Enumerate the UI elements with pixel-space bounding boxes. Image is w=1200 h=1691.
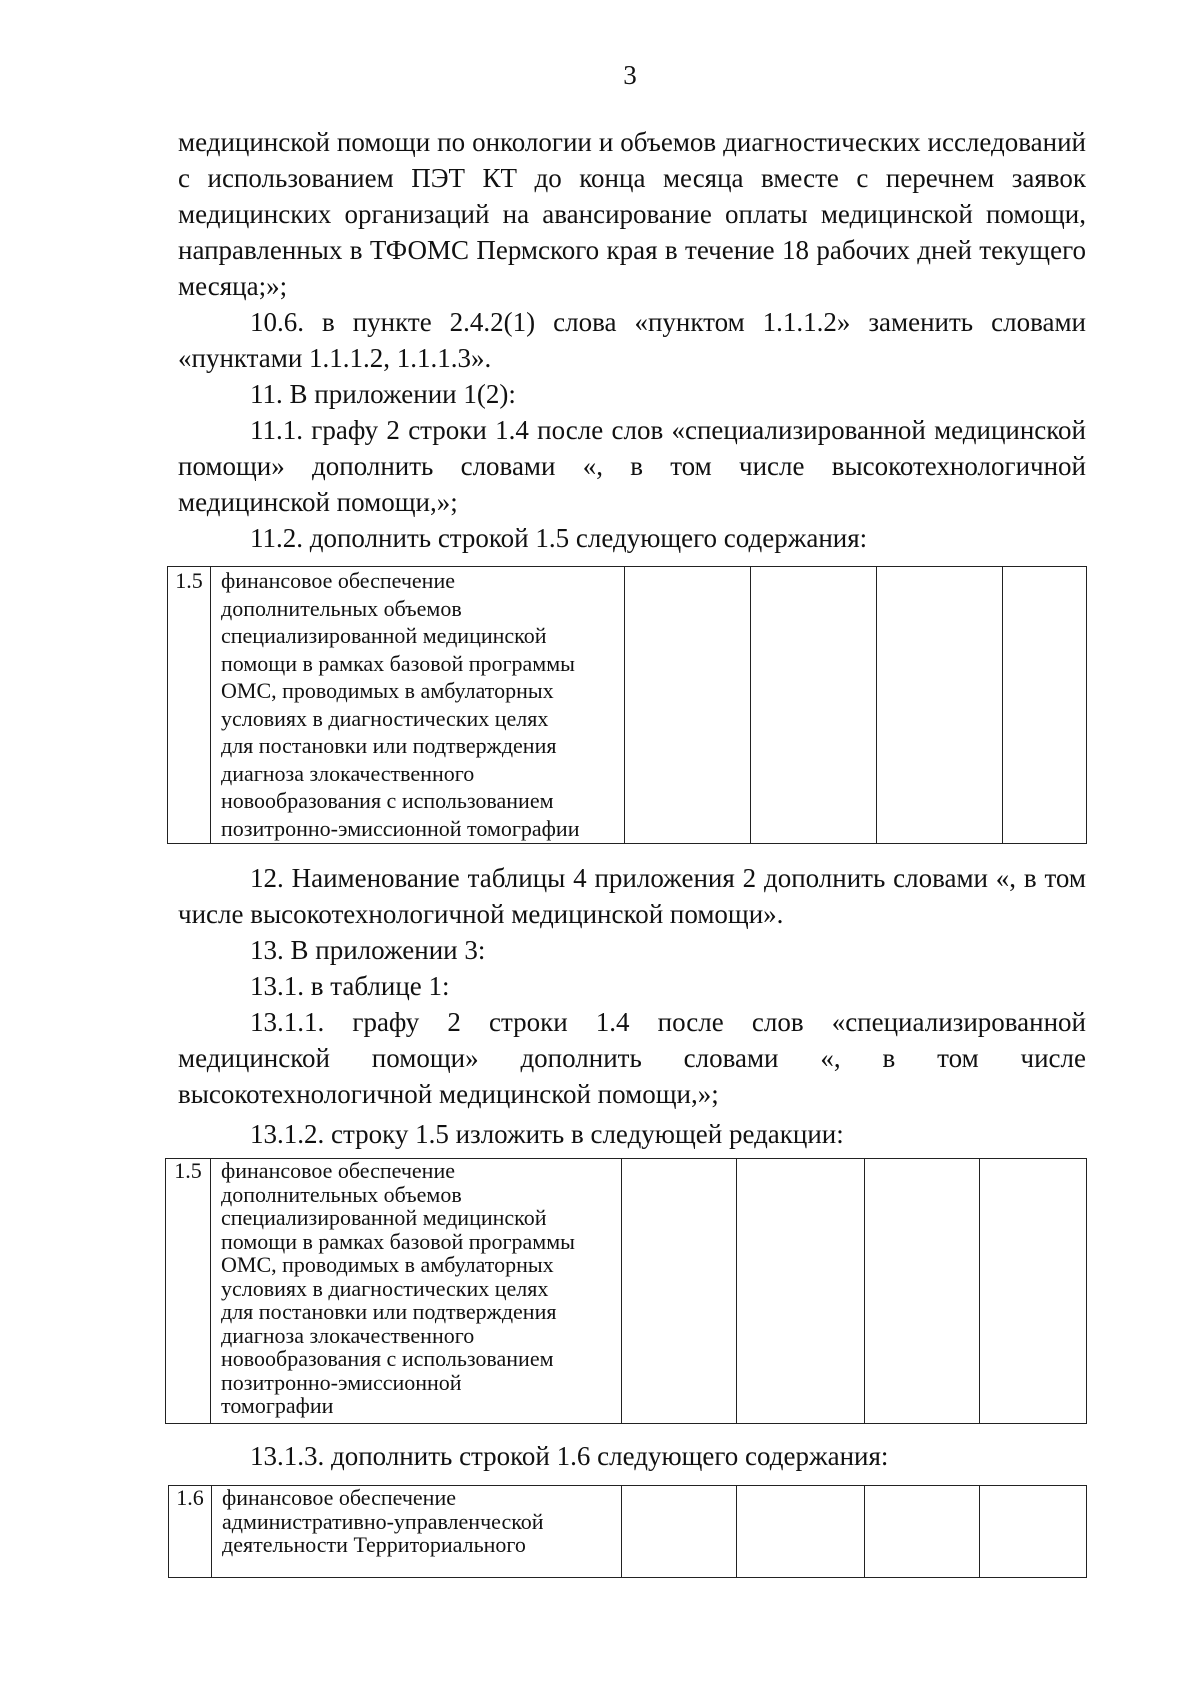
table-row-1-6: [168, 1485, 1087, 1578]
paragraph-13-1-1: 13.1.1. графу 2 строки 1.4 после слов «специализированной медицинской помощи» дополнить словами «, в том числе высокотехнологичной медицинской помощи,»;: [178, 1007, 1086, 1109]
table-cell-empty: [980, 1159, 1087, 1424]
table-cell-empty: [865, 1159, 980, 1424]
table-cell-empty: [1003, 567, 1087, 844]
table-cell-description: финансовое обеспечение административно-управленческой деятельности Территориального: [212, 1486, 622, 1578]
table-cell-empty: [737, 1486, 865, 1578]
paragraph-13-1-2: 13.1.2. строку 1.5 изложить в следующей редакции:: [250, 1119, 844, 1149]
paragraph-13-1-3: 13.1.3. дополнить строкой 1.6 следующего содержания:: [250, 1441, 889, 1471]
table-cell-empty: [751, 567, 877, 844]
table-cell-number: 1.5: [168, 567, 211, 844]
table-cell-description: финансовое обеспечение дополнительных объемов специализированной медицинской помощи в рамках базовой программы ОМС, проводимых в амбулаторных условиях в диагностических целях для постановки или подтверждения диагноза злокачественного новообразования с использованием позитронно-эмиссионной томографии: [211, 1159, 622, 1424]
paragraph-12: 12. Наименование таблицы 4 приложения 2 дополнить словами «, в том числе высокотехнологичной медицинской помощи».: [178, 863, 1086, 929]
paragraph-11-2: 11.2. дополнить строкой 1.5 следующего содержания:: [250, 523, 868, 553]
table-cell-empty: [877, 567, 1003, 844]
table-cell-empty: [622, 1486, 737, 1578]
paragraph-11: 11. В приложении 1(2):: [250, 379, 516, 409]
table-cell-empty: [622, 1159, 737, 1424]
table-cell-empty: [980, 1486, 1087, 1578]
table-cell-empty: [625, 567, 751, 844]
table-cell-number: 1.6: [169, 1486, 212, 1578]
paragraph-11-1: 11.1. графу 2 строки 1.4 после слов «специализированной медицинской помощи» дополнить словами «, в том числе высокотехнологичной медицинской помощи,»;: [178, 415, 1086, 517]
paragraph-continuation: медицинской помощи по онкологии и объемов диагностических исследований с использованием ПЭТ КТ до конца месяца вместе с перечнем заявок медицинских организаций на авансирование оплаты медицинской помощи, направленных в ТФОМС Пермского края в течение 18 рабочих дней текущего месяца;»;: [178, 127, 1086, 301]
paragraph-13: 13. В приложении 3:: [250, 935, 486, 965]
table-row-1-5-revised: [165, 1158, 1087, 1424]
table-cell-description: финансовое обеспечение дополнительных объемов специализированной медицинской помощи в рамках базовой программы ОМС, проводимых в амбулаторных условиях в диагностических целях для постановки или подтверждения диагноза злокачественного новообразования с использованием позитронно-эмиссионной томографии: [211, 567, 625, 844]
table-cell-number: 1.5: [166, 1159, 211, 1424]
paragraph-10-6: 10.6. в пункте 2.4.2(1) слова «пунктом 1.1.1.2» заменить словами «пунктами 1.1.1.2, 1.1.1.3».: [178, 307, 1086, 373]
page-number: 3: [623, 60, 637, 90]
table-row-1-5-added: [167, 566, 1087, 844]
paragraph-13-1: 13.1. в таблице 1:: [250, 971, 450, 1001]
table-cell-empty: [865, 1486, 980, 1578]
table-cell-empty: [737, 1159, 865, 1424]
